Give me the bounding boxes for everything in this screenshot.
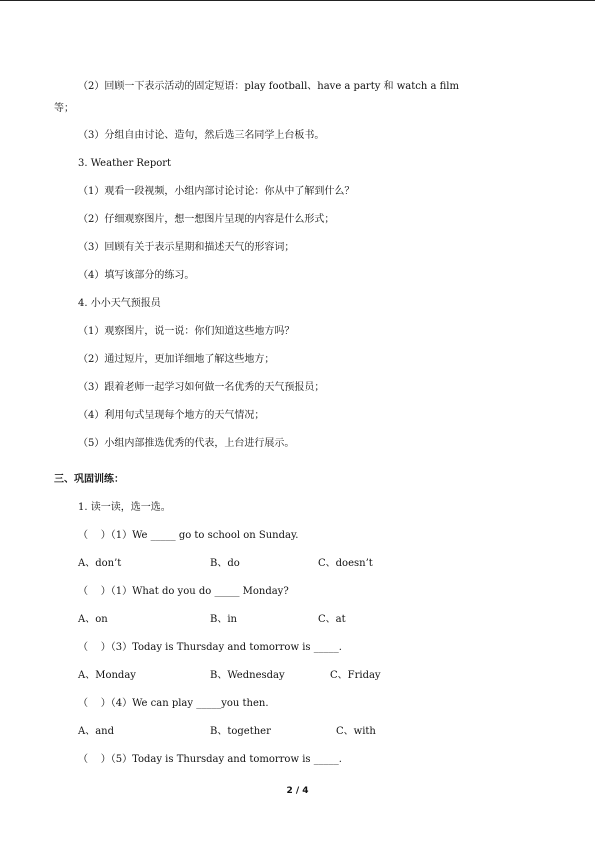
option-a: A、Monday (78, 670, 136, 681)
option-a: A、on (78, 614, 108, 625)
paragraph-line: （4）利用句式呈现每个地方的天气情况； (78, 410, 265, 421)
exercise-instruction: 1. 读一读，选一选。 (78, 502, 171, 513)
option-c: C、with (336, 726, 376, 737)
question-stem: （ ）（4）We can play _____you then. (78, 698, 269, 709)
header-rule (0, 0, 595, 1)
paragraph-line: （2）通过短片，更加详细地了解这些地方； (78, 354, 275, 365)
paragraph-line: （2）仔细观察图片，想一想图片呈现的内容是什么形式； (78, 214, 335, 225)
option-c: C、doesn’t (318, 558, 373, 569)
paragraph-line: 等； (54, 103, 74, 114)
option-b: B、Wednesday (210, 670, 285, 681)
subsection-title: 4. 小小天气预报员 (78, 298, 161, 309)
paragraph-line: （4）填写该部分的练习。 (78, 270, 195, 281)
option-b: B、together (210, 726, 271, 737)
option-a: A、and (78, 726, 115, 737)
question-stem: （ ）（5）Today is Thursday and tomorrow is _____. (78, 754, 342, 765)
question-stem: （ ）（3）Today is Thursday and tomorrow is _____. (78, 642, 342, 653)
paragraph-line: （5）小组内部推选优秀的代表，上台进行展示。 (78, 438, 295, 449)
paragraph-line: （1）观看一段视频，小组内部讨论讨论：你从中了解到什么？ (78, 186, 355, 197)
option-c: C、at (318, 614, 346, 625)
section-heading: 三、巩固训练： (54, 474, 124, 485)
paragraph-line: （1）观察图片，说一说：你们知道这些地方吗？ (78, 326, 295, 337)
question-stem: （ ）（1）We _____ go to school on Sunday. (78, 530, 299, 541)
paragraph-line: （3）跟着老师一起学习如何做一名优秀的天气预报员； (78, 382, 325, 393)
option-a: A、don’t (78, 558, 122, 569)
page-number: 2 / 4 (286, 786, 309, 796)
option-b: B、in (210, 614, 237, 625)
question-stem: （ ）（1）What do you do _____ Monday? (78, 586, 289, 597)
paragraph-line: （2）回顾一下表示活动的固定短语：play football、have a party 和 watch a film (78, 81, 459, 92)
paragraph-line: （3）回顾有关于表示星期和描述天气的形容词； (78, 242, 295, 253)
subsection-title: 3. Weather Report (78, 158, 172, 169)
option-b: B、do (210, 558, 240, 569)
paragraph-line: （3）分组自由讨论、造句，然后选三名同学上台板书。 (78, 130, 325, 141)
option-c: C、Friday (330, 670, 381, 681)
